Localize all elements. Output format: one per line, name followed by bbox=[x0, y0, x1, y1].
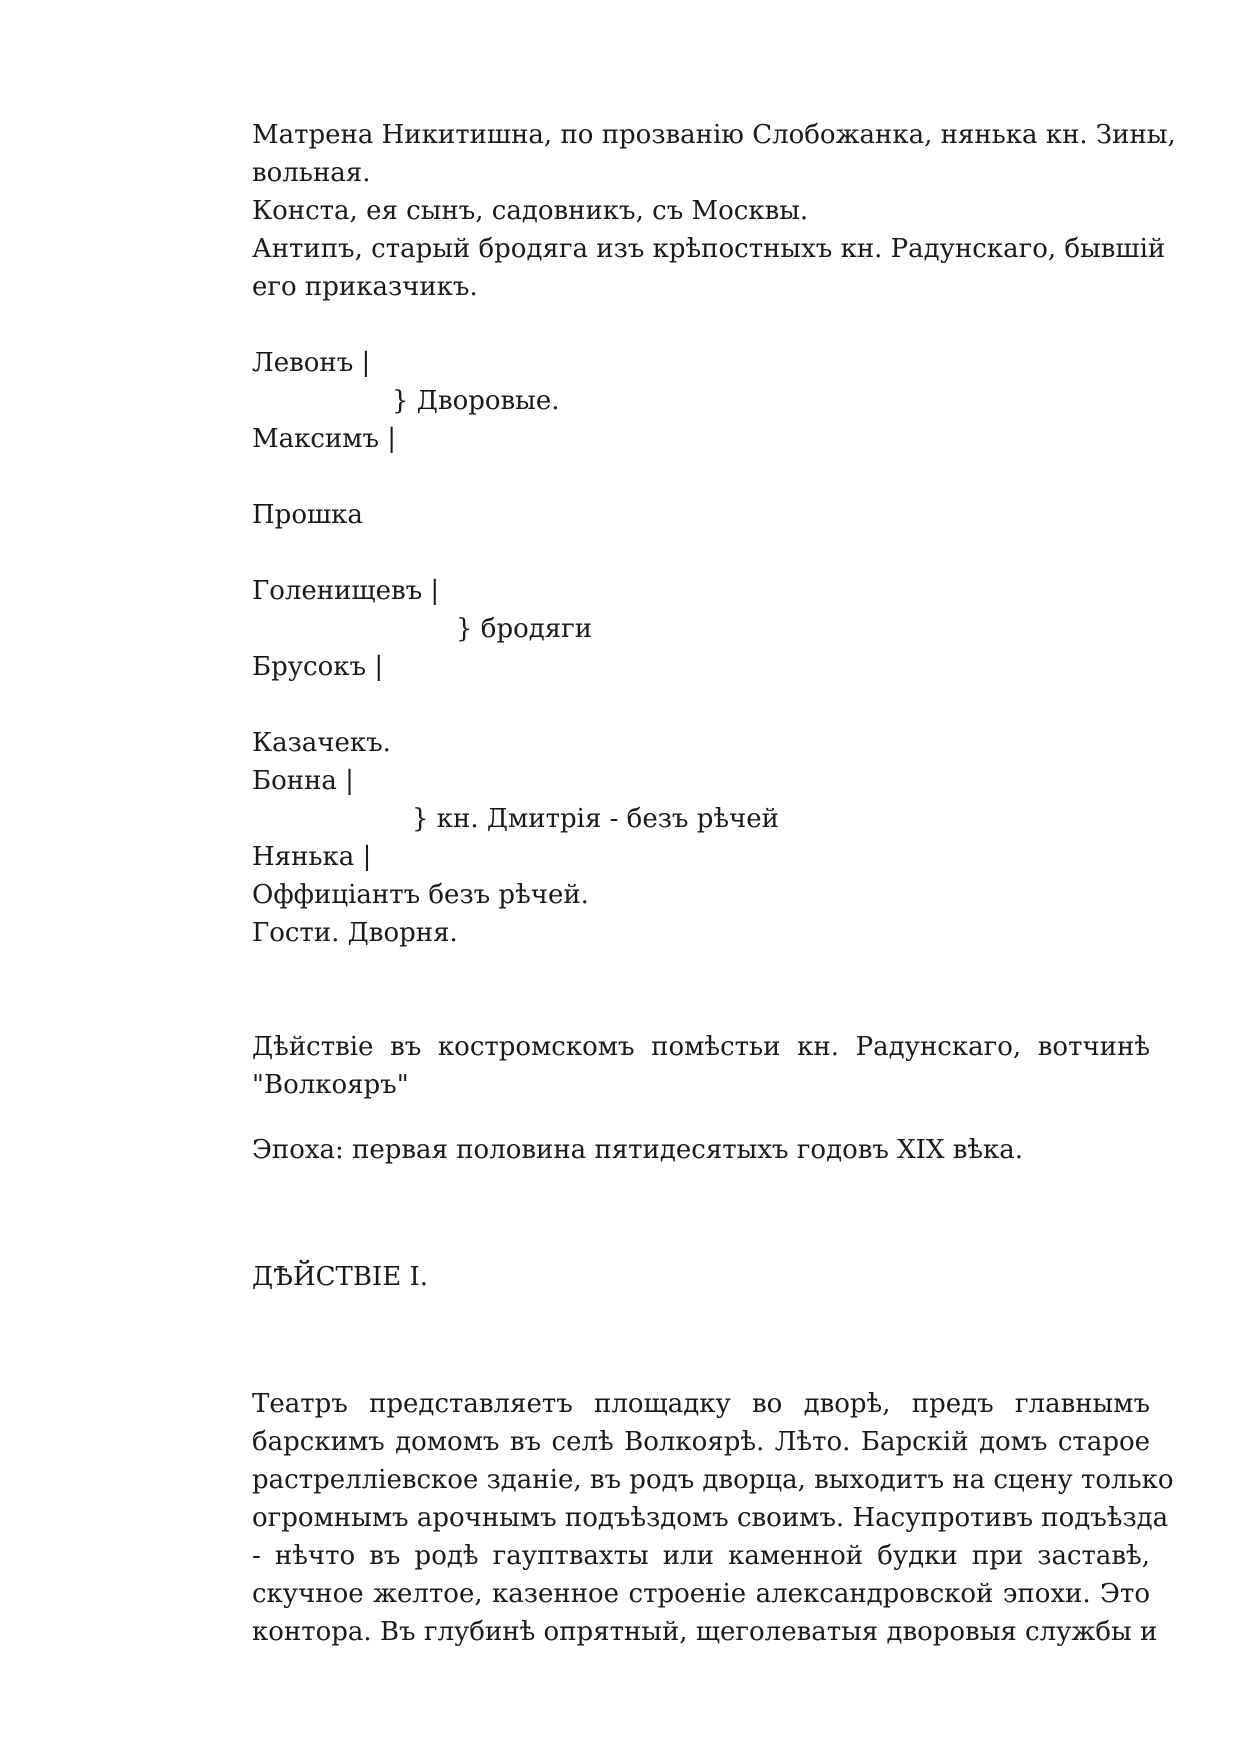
act-line: растрелліевское зданіе, въ родъ дворца, выходитъ на сцену только bbox=[252, 1465, 1174, 1495]
cast-golenishchev: Голенищевъ | bbox=[252, 576, 440, 606]
setting-place-line1: Дѣйствіе въ костромскомъ помѣстьи кн. Радунскаго, вотчинѣ bbox=[252, 1032, 1150, 1062]
setting-place-line2: "Волкояръ" bbox=[252, 1070, 409, 1100]
cast-guests: Гости. Дворня. bbox=[252, 918, 458, 948]
act-line: барскимъ домомъ въ селѣ Волкоярѣ. Лѣто. Барскій домъ старое bbox=[252, 1427, 1150, 1457]
act-line: Театръ представляетъ площадку во дворѣ, предъ главнымъ bbox=[252, 1389, 1150, 1419]
cast-bonna: Бонна | bbox=[252, 766, 354, 796]
act-heading: ДѢЙСТВІЕ I. bbox=[252, 1262, 429, 1292]
cast-officiant: Оффиціантъ безъ рѣчей. bbox=[252, 880, 589, 910]
cast-matrena-line1: Матрена Никитишна, по прозванію Слобожанка, нянька кн. Зины, bbox=[252, 120, 1176, 150]
cast-servants-label: } Дворовые. bbox=[392, 386, 560, 416]
cast-vagabonds-label: } бродяги bbox=[456, 614, 593, 644]
cast-antip-line1: Антипъ, старый бродяга изъ крѣпостныхъ кн. Радунскаго, бывшій bbox=[252, 234, 1166, 264]
cast-dmitry-label: } кн. Дмитрія - безъ рѣчей bbox=[412, 804, 779, 834]
cast-maksim: Максимъ | bbox=[252, 424, 397, 454]
cast-levon: Левонъ | bbox=[252, 348, 371, 378]
act-line: контора. Въ глубинѣ опрятный, щеголеватыя дворовыя службы и bbox=[252, 1617, 1158, 1647]
setting-epoch: Эпоха: первая половина пятидесятыхъ годовъ XIX вѣка. bbox=[252, 1135, 1024, 1165]
cast-proshka: Прошка bbox=[252, 500, 363, 530]
act-line: скучное желтое, казенное строеніе александровской эпохи. Это bbox=[252, 1579, 1150, 1609]
cast-antip-line2: его приказчикъ. bbox=[252, 272, 478, 302]
act-line: - нѣчто въ родѣ гауптвахты или каменной будки при заставѣ, bbox=[252, 1541, 1150, 1571]
cast-brusok: Брусокъ | bbox=[252, 652, 384, 682]
cast-kazachek: Казачекъ. bbox=[252, 728, 391, 758]
act-line: огромнымъ арочнымъ подъѣздомъ своимъ. Насупротивъ подъѣзда bbox=[252, 1503, 1169, 1533]
cast-nyanka: Нянька | bbox=[252, 842, 372, 872]
cast-konsta: Конста, ея сынъ, садовникъ, съ Москвы. bbox=[252, 196, 809, 226]
cast-matrena-line2: вольная. bbox=[252, 158, 371, 188]
